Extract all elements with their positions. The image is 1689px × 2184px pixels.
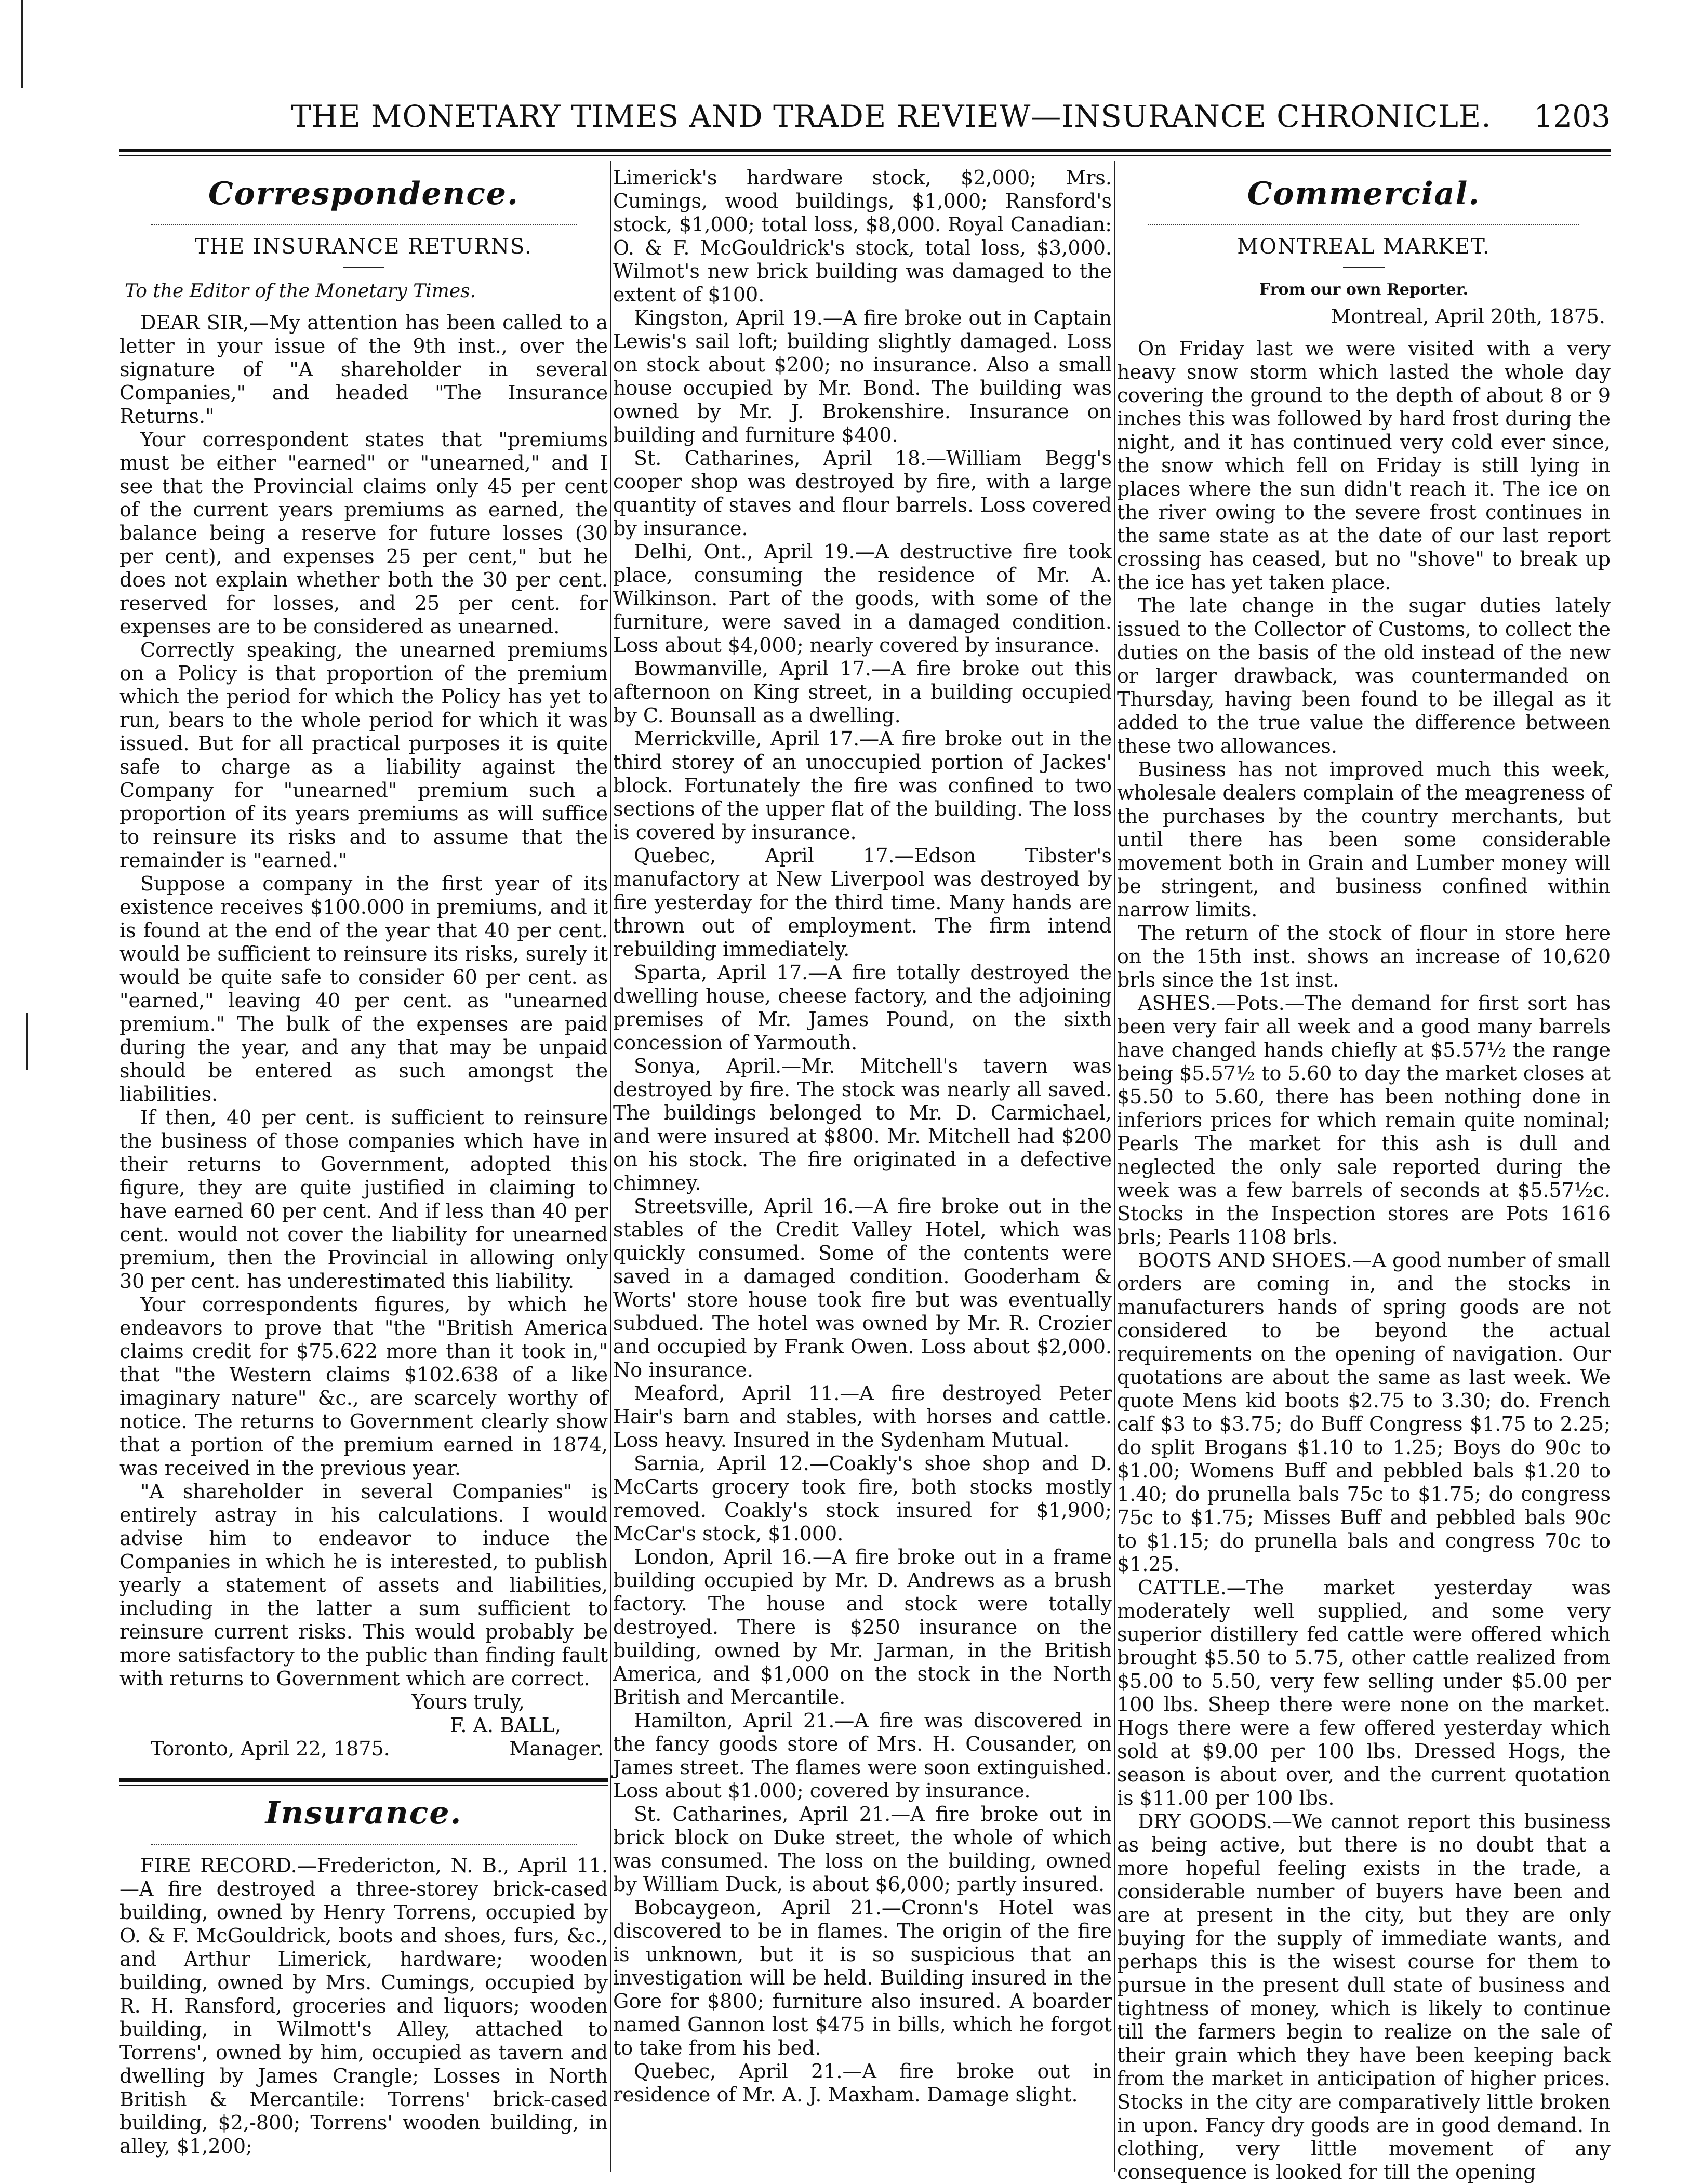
fire-report: Quebec, April 21.—A fire broke out in residence of Mr. A. J. Maxham. Damage slight. [613, 2060, 1112, 2106]
commercial-section-title: Commercial. [1247, 176, 1481, 212]
fire-report: Sparta, April 17.—A fire totally destroyed the dwelling house, cheese factory, and the adjoining premises of Mr. James Pound, on the sixth concession of Yarmouth. [613, 961, 1112, 1054]
fire-report: St. Catharines, April 18.—William Begg's cooper shop was destroyed by fire, with a large quantity of staves and flour barrels. Loss covered by insurance. [613, 447, 1112, 540]
fire-report: Bobcaygeon, April 21.—Cronn's Hotel was discovered to be in flames. The origin of the fire is unknown, but it is so suspicious that an investigation will be held. Building insured in the Gore for $800; furniture also insured. A boarder named Gannon lost $475 in bills, which he forgot to take from his bed. [613, 1896, 1112, 2059]
market-paragraph: Business has not improved much this week, wholesale dealers complain of the meagreness of the purchases by the country merchants, but until there has been some considerable movement both in Grain and Lumber money will be stringent, and business confined within narrow limits. [1117, 758, 1611, 921]
closing: Yours truly, [411, 1690, 525, 1713]
section-rule-thick [119, 1778, 608, 1782]
letter-paragraph: DEAR SIR,—My attention has been called to a letter in your issue of the 9th inst., over the signature of "A shareholder in several Companies," and headed "The Insurance Returns." [119, 311, 608, 428]
fire-report: London, April 16.—A fire broke out in a frame building occupied by Mr. D. Andrews as a brush factory. The house and stock were totally destroyed. There is $250 insurance on the building, owned by Mr. Jarman, in the British America, and $1,000 on the stock in the North British and Mercantile. [613, 1546, 1112, 1709]
column-divider [1114, 161, 1115, 2172]
column-left [119, 166, 608, 2172]
fire-report: Meaford, April 11.—A fire destroyed Peter Hair's barn and stables, with horses and cattle. Loss heavy. Insured in the Sydenham Mutual. [613, 1382, 1112, 1451]
header-rule-thin [119, 155, 1611, 156]
fire-report: Sarnia, April 12.—Coakly's shoe shop and D. McCarts grocery took fire, both stocks mostly removed. Coakly's stock insured for $1,900; McCar's stock, $1.000. [613, 1452, 1112, 1545]
letter-paragraph: Suppose a company in the first year of its existence receives $100.000 in premiums, and it is found at the end of the year that 40 per cent. would be sufficient to reinsure its risks, surely it would be quite safe to consider 60 per cent. as "earned," leaving 40 per cent. as "unearned premium." The bulk of the expenses are paid during the year, and any that may be unpaid should be entered as such amongst the liabilities. [119, 872, 608, 1106]
reporter-credit: From our own Reporter. [1259, 281, 1469, 299]
signer-title: Manager. [509, 1737, 604, 1760]
binding-edge-mark [21, 0, 23, 88]
fire-report: Kingston, April 19.—A fire broke out in Captain Lewis's sail loft; building slightly damaged. Loss on stock about $200; no insurance. Also a small house occupied by Mr. Bond. The building was owned by Mr. J. Brokenshire. Insurance on building and furniture $400. [613, 307, 1112, 446]
column-right [1117, 166, 1611, 2183]
letter-address: To the Editor of the Monetary Times. [125, 281, 476, 302]
insurance-section-title: Insurance. [265, 1795, 462, 1831]
short-divider [1343, 267, 1385, 268]
fire-record-paragraph: FIRE RECORD.—Fredericton, N. B., April 11. —A fire destroyed a three-storey brick-cased building, owned by Henry Torrens, occupied by O. & F. McGouldrick, boots and shoes, furs, &c., and Arthur Limerick, hardware; wooden building, owned by Mrs. Cumings, occupied by R. H. Ransford, groceries and liquors; wooden building, in Wilmott's Alley, attached to Torrens', owned by him, occupied as tavern and dwelling by James Crangle; Losses in North British & Mercantile: Torrens' brick-cased building, $2,-800; Torrens' wooden building, in alley, $1,200; [119, 1854, 608, 2158]
letter-signature [119, 1690, 608, 1761]
fire-report: Streetsville, April 16.—A fire broke out in the stables of the Credit Valley Hotel, which was quickly consumed. Some of the contents were saved in a damaged condition. Gooderham & Worts' store house took fire but was eventually subdued. The hotel was owned by Mr. R. Crozier and occupied by Frank Owen. Loss about $2,000. No insurance. [613, 1195, 1112, 1381]
insurance-returns-title: THE INSURANCE RETURNS. [195, 235, 533, 259]
place-date: Toronto, April 22, 1875. [151, 1737, 390, 1760]
fire-report: Bowmanville, April 17.—A fire broke out this afternoon on King street, in a building occupied by C. Bounsall as a dwelling. [613, 657, 1112, 727]
market-paragraph: On Friday last we were visited with a very heavy snow storm which lasted the whole day covering the ground to the depth of about 8 or 9 inches this was followed by hard frost during the night, and it has continued very cold ever since, the snow which fell on Friday is still lying in places where the sun didn't reach it. The ice on the river owing to the severe frost continues in the same state as at the date of our last report crossing has ceased, but no "shove" to break up the ice has yet taken place. [1117, 337, 1611, 594]
montreal-market-title: MONTREAL MARKET. [1237, 235, 1491, 259]
running-title: THE MONETARY TIMES AND TRADE REVIEW—INSURANCE CHRONICLE. [291, 99, 1492, 134]
market-paragraph: The return of the stock of flour in store here on the 15th inst. shows an increase of 10,620 brls since the 1st inst. [1117, 922, 1611, 991]
ornamental-rule [1148, 217, 1579, 225]
market-paragraph: CATTLE.—The market yesterday was moderately well supplied, and some very superior distillery fed cattle were offered which brought $5.50 to 5.75, other cattle realized from $5.00 to 5.50, very few selling under $5.00 per 100 lbs. Sheep there were none on the market. Hogs there were a few offered yesterday which sold at $9.00 per 100 lbs. Dressed Hogs, the season is about over, and the current quotation is $11.00 per 100 lbs. [1117, 1576, 1611, 1809]
fire-report: Hamilton, April 21.—A fire was discovered in the fancy goods store of Mrs. H. Cousander, on James street. The flames were soon extinguished. Loss about $1.000; covered by insurance. [613, 1709, 1112, 1802]
binding-edge-mark [26, 1013, 28, 1070]
letter-paragraph: "A shareholder in several Companies" is entirely astray in his calculations. I would advise him to endeavor to induce the Companies in which he is interested, to publish yearly a statement of assets and liabilities, including in the latter a sum sufficient to reinsure current risks. This would probably be more satisfactory to the public than finding fault with returns to Government which are correct. [119, 1480, 608, 1690]
fire-report: Delhi, Ont., April 19.—A destructive fire took place, consuming the residence of Mr. A. Wilkinson. Part of the goods, with some of the furniture, were saved in a damaged condition. Loss about $4,000; nearly covered by insurance. [613, 540, 1112, 657]
fire-report: Merrickville, April 17.—A fire broke out in the third storey of an unoccupied portion of Jackes' block. Fortunately the fire was confined to two sections of the upper flat of the building. The loss is covered by insurance. [613, 727, 1112, 844]
fire-report: Quebec, April 17.—Edson Tibster's manufactory at New Liverpool was destroyed by fire yesterday for the third time. Many hands are thrown out of employment. The firm intend rebuilding immediately. [613, 844, 1112, 961]
ornamental-rule [151, 217, 577, 225]
fire-report: Limerick's hardware stock, $2,000; Mrs. Cumings, wood buildings, $1,000; Ransford's stock, $1,000; total loss, $8,000. Royal Canadian: O. & F. McGouldrick's stock, total loss, $3,000. Wilmot's new brick building was damaged to the extent of $100. [613, 166, 1112, 306]
market-paragraph: The late change in the sugar duties lately issued to the Collector of Customs, to collect the duties on the basis of the old instead of the new or larger drawback, was countermanded on Thursday, having been found to be illegal as it added to the true value the difference between these two allowances. [1117, 594, 1611, 757]
market-paragraph: ASHES.—Pots.—The demand for first sort has been very fair all week and a good many barrels have changed hands chiefly at $5.57½ the range being $5.57½ to 5.60 to day the market closes at $5.50 to 5.60, there has been nothing done in inferiors prices for which remain quite nominal; Pearls The market for this ash is dull and neglected the only sale reported during the week was a few barrels of seconds at $5.57½c. Stocks in the Inspection stores are Pots 1616 brls; Pearls 1108 brls. [1117, 992, 1611, 1248]
section-rule-thin [119, 1785, 608, 1786]
letter-paragraph: If then, 40 per cent. is sufficient to reinsure the business of those companies which have in their returns to Government, adopted this figure, they are quite justified in claiming to have earned 60 per cent. And if less than 40 per cent. would not cover the liability for unearned premium, then the Provincial in allowing only 30 per cent. has underestimated this liability. [119, 1106, 608, 1293]
header-rule-thick [119, 149, 1611, 152]
correspondence-section-title: Correspondence. [208, 176, 519, 212]
letter-paragraph: Your correspondent states that "premiums must be either "earned" or "unearned," and I see that the Provincial claims only 45 per cent of the current years premiums as earned, the balance being a reserve for future losses (30 per cent), and expenses 25 per cent," but he does not explain whether both the 30 per cent. reserved for losses, and 25 per cent. for expenses are to be considered as unearned. [119, 428, 608, 638]
signer-name: F. A. BALL, [449, 1714, 561, 1737]
column-divider [610, 161, 611, 2172]
market-paragraph: DRY GOODS.—We cannot report this business as being active, but there is no doubt that a more hopeful feeling exists in the trade, a considerable number of buyers have been and are at present in the city, but they are only buying for the supply of immediate wants, and perhaps this is the wisest course for them to pursue in the present dull state of business and tightness of money, which is likely to continue till the farmers begin to realize on the sale of their grain which they have been keeping back from the market in anticipation of higher prices. Stocks in the city are comparatively little broken in upon. Fancy dry goods are in good demand. In clothing, very little movement of any consequence is looked for till the opening [1117, 1810, 1611, 2183]
dateline: Montreal, April 20th, 1875. [1331, 305, 1605, 328]
page-header [119, 99, 1611, 140]
letter-paragraph: Your correspondents figures, by which he endeavors to prove that "the "British America claims credit for $75.622 more than it took in," that "the Western claims $102.638 of a like imaginary nature" &c., are scarcely worthy of notice. The returns to Government clearly show that a portion of the premium earned in 1874, was received in the previous year. [119, 1293, 608, 1480]
fire-report: St. Catharines, April 21.—A fire broke out in brick block on Duke street, the whole of which was consumed. The loss on the building, owned by William Duck, is about $6,000; partly insured. [613, 1803, 1112, 1896]
short-divider [343, 267, 384, 268]
market-paragraph: BOOTS AND SHOES.—A good number of small orders are coming in, and the stocks in manufacturers hands of spring goods are not considered to be beyond the actual requirements on the opening of navigation. Our quotations are about the same as last week. We quote Mens kid boots $2.75 to 3.30; do. French calf $3 to $3.75; do Buff Congress $1.75 to 2.25; do split Brogans $1.10 to 1.25; Boys do 90c to $1.00; Womens Buff and pebbled bals $1.20 to 1.40; do prunella bals 75c to $1.75; do congress 75c to $1.75; Misses Buff and pebbled bals 90c to $1.15; do prunella bals and congress 70c to $1.25. [1117, 1249, 1611, 1576]
page-number: 1203 [1534, 99, 1611, 134]
fire-report: Sonya, April.—Mr. Mitchell's tavern was destroyed by fire. The stock was nearly all saved. The buildings belonged to Mr. D. Carmichael, and were insured at $800. Mr. Mitchell had $200 on his stock. The fire originated in a defective chimney. [613, 1055, 1112, 1194]
letter-paragraph: Correctly speaking, the unearned premiums on a Policy is that proportion of the premium which the period for which the Policy has yet to run, bears to the whole period for which it was issued. But for all practical purposes it is quite safe to charge as a liability against the Company for "unearned" premium such a proportion of its years premiums as will suffice to reinsure its risks and to assume that the remainder is "earned." [119, 638, 608, 872]
column-middle [613, 166, 1112, 2172]
ornamental-rule [151, 1836, 577, 1845]
